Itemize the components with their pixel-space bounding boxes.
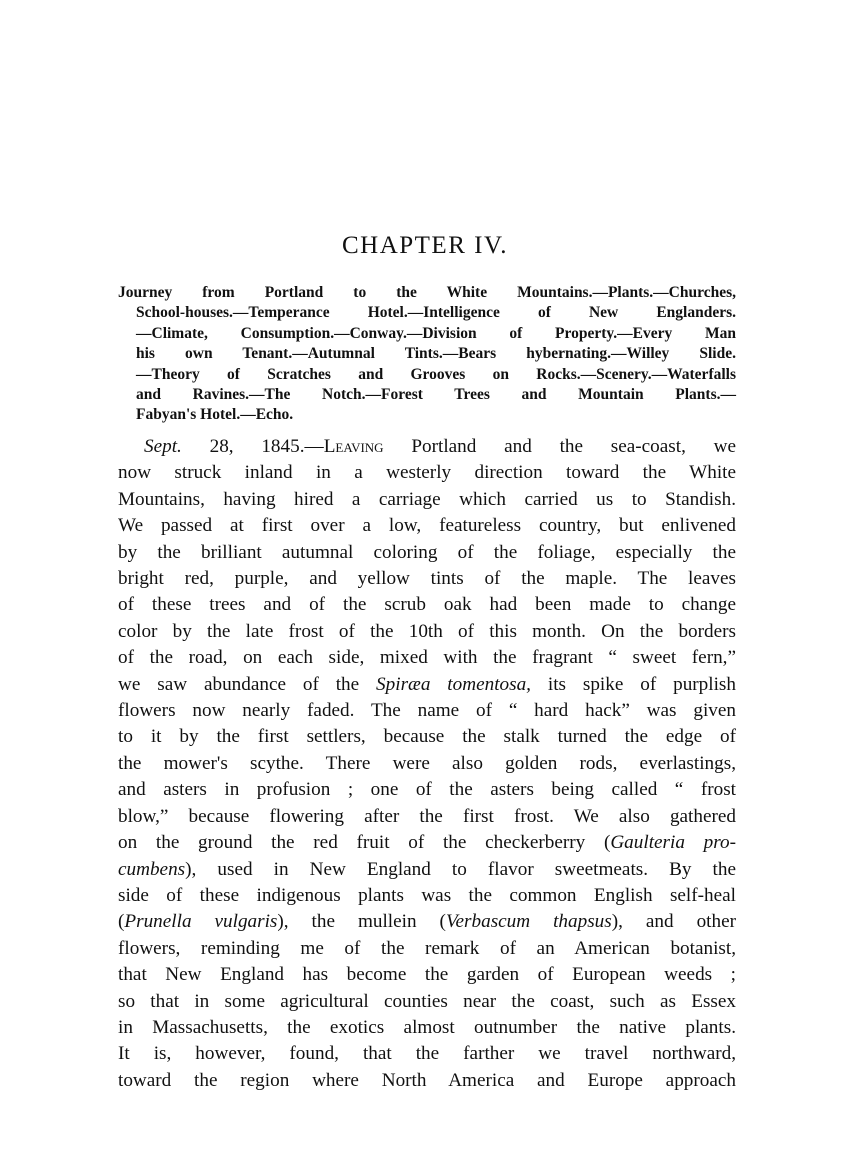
chapter-title: CHAPTER IV. <box>341 232 509 259</box>
body-text <box>118 434 736 1094</box>
line-text: ), and other <box>611 911 736 933</box>
line-text: ), used in New England to flavor sweetmeats. By the <box>185 858 736 880</box>
line-text: ( <box>118 911 125 933</box>
summary-line: his own Tenant.—Autumnal Tints.—Bears hybernating.—Willey Slide. <box>136 345 736 363</box>
body-line: bright red, purple, and yellow tints of the maple. The leaves <box>118 568 736 590</box>
line-text: its spike of purplish <box>530 673 736 695</box>
body-line <box>118 434 736 460</box>
body-line: color by the late frost of the 10th of this month. On the borders <box>118 620 736 642</box>
body-line: to it by the first settlers, because the stalk turned the edge of <box>118 726 736 748</box>
date-abbrev: Sept. <box>144 436 182 457</box>
body-line <box>118 830 736 856</box>
body-line: now struck inland in a westerly direction toward the White <box>118 462 736 484</box>
body-line: the mower's scythe. There were also golden rods, everlastings, <box>118 752 736 774</box>
species-name: Prunella vulgaris <box>124 911 278 933</box>
line-text: Portland and the sea-coast, we <box>383 436 736 457</box>
line-text: ), the mullein ( <box>277 911 446 933</box>
body-line: side of these indigenous plants was the common English self-heal <box>118 884 736 906</box>
body-line <box>118 672 736 698</box>
line-text: we saw abundance of the <box>118 673 377 695</box>
species-name: Gaulteria pro- <box>610 832 736 854</box>
body-line: flowers now nearly faded. The name of “ hard hack” was given <box>118 700 736 722</box>
body-line: We passed at first over a low, featureless country, but enlivened <box>118 515 736 537</box>
lead-word: Leaving <box>323 436 384 457</box>
body-line: Mountains, having hired a carriage which carried us to Standish. <box>118 488 736 510</box>
body-line: and asters in profusion ; one of the asters being called “ frost <box>118 779 736 801</box>
body-line: so that in some agricultural counties near the coast, such as Essex <box>118 990 736 1012</box>
summary-line: School-houses.—Temperance Hotel.—Intelligence of New Englanders. <box>136 304 736 322</box>
body-line: that New England has become the garden of European weeds ; <box>118 964 736 986</box>
body-line <box>118 909 736 935</box>
species-name: Spiræa tomentosa, <box>376 673 531 695</box>
species-name: Verbascum thapsus <box>445 911 612 933</box>
body-line: blow,” because flowering after the first frost. We also gathered <box>118 805 736 827</box>
body-line: by the brilliant autumnal coloring of the foliage, especially the <box>118 541 736 563</box>
summary-line: —Climate, Consumption.—Conway.—Division of Property.—Every Man <box>136 324 736 342</box>
body-line: toward the region where North America and Europe approach <box>118 1069 736 1091</box>
species-name: cumbens <box>118 858 186 880</box>
summary-line: Fabyan's Hotel.—Echo. <box>136 406 294 424</box>
body-line: flowers, reminding me of the remark of an American botanist, <box>118 937 736 959</box>
line-text: on the ground the red fruit of the checkerberry ( <box>118 832 611 854</box>
body-line: It is, however, found, that the farther we travel northward, <box>118 1043 736 1065</box>
summary-line: and Ravines.—The Notch.—Forest Trees and Mountain Plants.— <box>136 386 736 404</box>
body-line: of the road, on each side, mixed with the fragrant “ sweet fern,” <box>118 647 736 669</box>
chapter-summary <box>118 283 736 426</box>
body-line: of these trees and of the scrub oak had been made to change <box>118 594 736 616</box>
summary-line: Journey from Portland to the White Mountains.—Plants.—Churches, <box>118 284 736 301</box>
body-line: in Massachusetts, the exotics almost outnumber the native plants. <box>118 1016 736 1038</box>
summary-line: —Theory of Scratches and Grooves on Rocks.—Scenery.—Waterfalls <box>136 365 736 383</box>
date-rest: 28, 1845.— <box>181 436 324 457</box>
body-line <box>118 857 736 883</box>
